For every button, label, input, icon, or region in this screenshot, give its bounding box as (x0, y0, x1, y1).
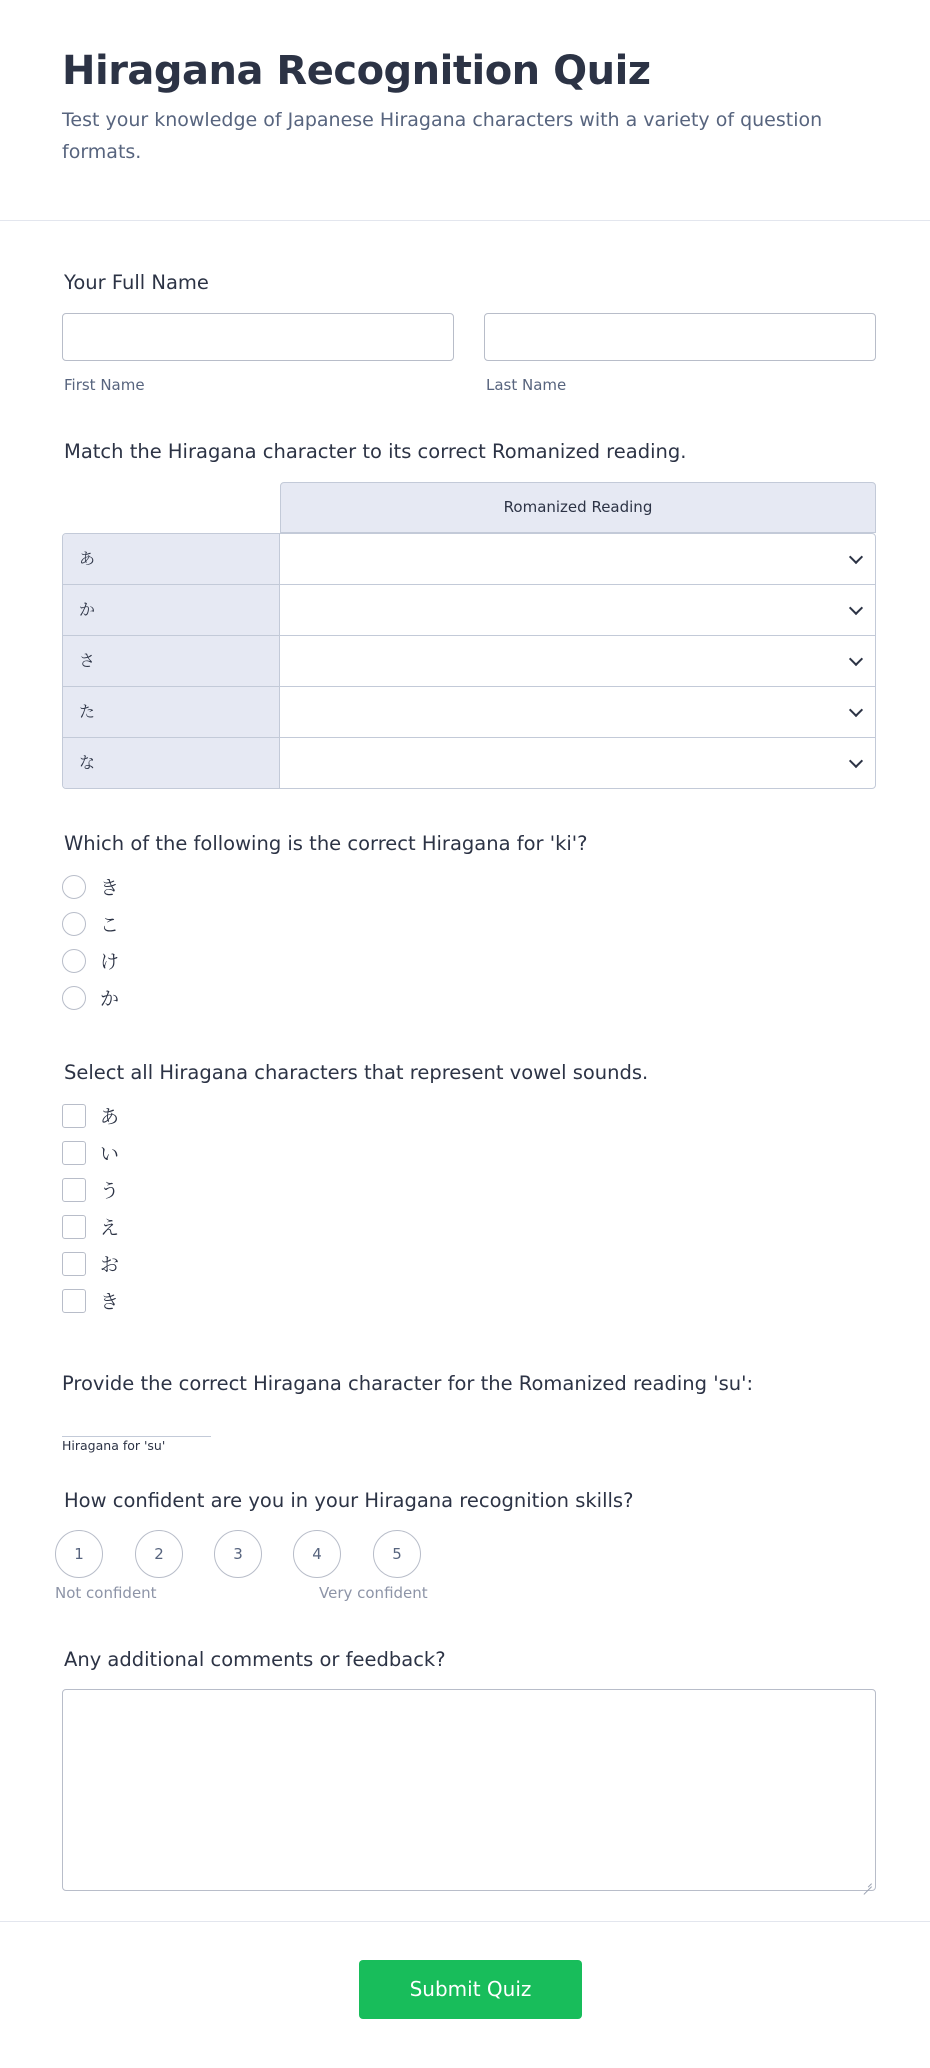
matrix-row-label: あ (63, 534, 280, 584)
scale-option-5[interactable]: 5 (373, 1530, 421, 1578)
last-name-input[interactable] (484, 313, 876, 361)
resize-handle-icon[interactable] (863, 1878, 872, 1887)
comments-textarea[interactable] (62, 1689, 876, 1891)
romanized-reading-select[interactable] (281, 687, 875, 737)
checkbox-option-label: い (100, 1143, 120, 1165)
matrix-body (62, 533, 876, 789)
scale-option-4[interactable]: 4 (293, 1530, 341, 1578)
last-name-sublabel: Last Name (486, 376, 567, 394)
matrix-row-label: さ (63, 636, 280, 686)
radio-option-label: け (100, 951, 120, 973)
scale-high-label: Very confident (319, 1584, 428, 1602)
page-subtitle: Test your knowledge of Japanese Hiragana characters with a variety of question formats. (62, 109, 823, 163)
radio-button[interactable] (62, 912, 86, 936)
checkbox[interactable] (62, 1215, 86, 1239)
radio-button[interactable] (62, 875, 86, 899)
checkbox-option-label: お (100, 1254, 120, 1276)
scale-option-2[interactable]: 2 (135, 1530, 183, 1578)
hiragana-su-sublabel: Hiragana for 'su' (62, 1438, 166, 1453)
checkbox[interactable] (62, 1104, 86, 1128)
romanized-reading-select[interactable] (281, 534, 875, 584)
matrix-row-label: な (63, 738, 280, 788)
chevron-down-icon (849, 550, 863, 564)
chevron-down-icon (849, 601, 863, 615)
form-header (0, 0, 930, 221)
romanized-reading-select[interactable] (281, 738, 875, 788)
checkbox[interactable] (62, 1289, 86, 1313)
radio-option-label: か (100, 988, 120, 1010)
first-name-input[interactable] (62, 313, 454, 361)
hiragana-su-input[interactable] (62, 1414, 211, 1437)
matrix-row (63, 686, 875, 737)
submit-button[interactable]: Submit Quiz (359, 1960, 582, 2019)
checkbox-option-label: あ (100, 1106, 120, 1128)
multi-choice-question-label: Select all Hiragana characters that represent vowel sounds. (64, 1061, 649, 1084)
chevron-down-icon (849, 703, 863, 717)
chevron-down-icon (849, 754, 863, 768)
short-answer-question-label: Provide the correct Hiragana character for the Romanized reading 'su': (62, 1372, 754, 1395)
checkbox-option-label: え (100, 1217, 120, 1239)
single-choice-question-label: Which of the following is the correct Hiragana for 'ki'? (64, 832, 588, 855)
radio-option-label: き (100, 877, 120, 899)
checkbox[interactable] (62, 1141, 86, 1165)
matrix-row (63, 584, 875, 635)
matrix-question-label: Match the Hiragana character to its correct Romanized reading. (64, 440, 687, 463)
first-name-sublabel: First Name (64, 376, 145, 394)
page-title: Hiragana Recognition Quiz (62, 48, 651, 94)
matrix-row (63, 534, 875, 584)
full-name-label: Your Full Name (64, 271, 209, 294)
scale-option-3[interactable]: 3 (214, 1530, 262, 1578)
matrix-row (63, 635, 875, 686)
comments-question-label: Any additional comments or feedback? (64, 1648, 446, 1671)
checkbox-option-label: う (100, 1180, 120, 1202)
radio-option-label: こ (100, 914, 120, 936)
radio-button[interactable] (62, 949, 86, 973)
romanized-reading-select[interactable] (281, 636, 875, 686)
romanized-reading-select[interactable] (281, 585, 875, 635)
checkbox-option-label: き (100, 1291, 120, 1313)
matrix-row (63, 737, 875, 788)
footer-divider (0, 1921, 930, 1922)
confidence-question-label: How confident are you in your Hiragana recognition skills? (64, 1489, 634, 1512)
checkbox[interactable] (62, 1252, 86, 1276)
chevron-down-icon (849, 652, 863, 666)
radio-button[interactable] (62, 986, 86, 1010)
matrix-row-label: た (63, 687, 280, 737)
checkbox[interactable] (62, 1178, 86, 1202)
scale-low-label: Not confident (55, 1584, 157, 1602)
matrix-column-header: Romanized Reading (280, 482, 876, 533)
scale-option-1[interactable]: 1 (55, 1530, 103, 1578)
matrix-row-label: か (63, 585, 280, 635)
